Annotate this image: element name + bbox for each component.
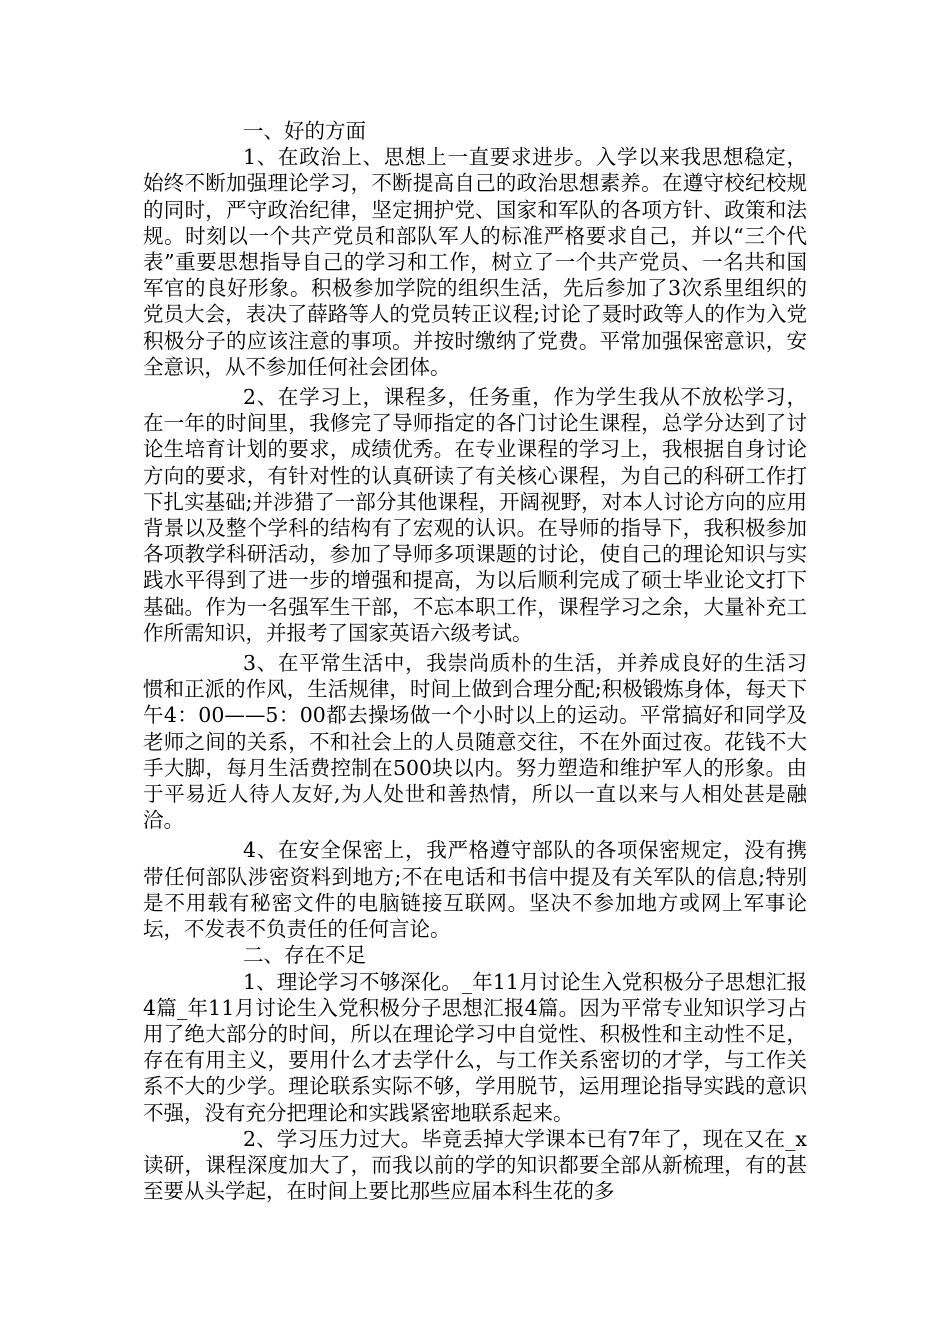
section-heading-good-aspects: 一、好的方面 (243, 119, 366, 143)
paragraph-study-pressure: 2、学习压力过大。毕竟丢掉大学课本已有7年了，现在又在_x读研，课程深度加大了，而我以前的学的知识都要全部从新梳理，有的甚至要从头学起，在时间上要比那些应届本科生花的多 (143, 1126, 807, 1204)
paragraph-political: 1、在政治上、思想上一直要求进步。入学以来我思想稳定，始终不断加强理论学习，不断提高自己的政治思想素养。在遵守校纪校规的同时，严守政治纪律，坚定拥护党、国家和军队的各项方针、政策和法规。时刻以一个共产党员和部队军人的标准严格要求自己，并以“三个代表”重要思想指导自己的学习和工作，树立了一个共产党员、一名共和国军官的良好形象。积极参加学院的组织生活，先后参加了3次系里组织的党员大会，表决了薛路等人的党员转正议程;讨论了聂时政等人的作为入党积极分子的应该注意的事项。并按时缴纳了党费。平常加强保密意识，安全意识，从不参加任何社会团体。 (143, 145, 807, 379)
section-heading-shortcomings: 二、存在不足 (243, 943, 366, 968)
document-body (143, 118, 807, 1204)
paragraph-security: 4、在安全保密上，我严格遵守部队的各项保密规定，没有携带任何部队涉密资料到地方;不在电话和书信中提及有关军队的信息;特别是不用载有秘密文件的电脑链接互联网。坚决不参加地方或网上军事论坛，不发表不负责任的任何言论。 (143, 838, 807, 942)
paragraph-daily-life: 3、在平常生活中，我崇尚质朴的生活，并养成良好的生活习惯和正派的作风，生活规律，时间上做到合理分配;积极锻炼身体，每天下午4：00——5：00都去操场做一个小时以上的运动。平常搞好和同学及老师之间的关系，不和社会上的人员随意交往，不在外面过夜。花钱不大手大脚，每月生活费控制在500块以内。努力塑造和维护军人的形象。由于平易近人待人友好,为人处世和善热情，所以一直以来与人相处甚是融洽。 (143, 651, 807, 833)
paragraph-theory-study: 1、理论学习不够深化。_年11月讨论生入党积极分子思想汇报4篇_年11月讨论生入党积极分子思想汇报4篇。因为平常专业知识学习占用了绝大部分的时间，所以在理论学习中自觉性、积极性和主动性不足，存在有用主义，要用什么才去学什么，与工作关系密切的才学，与工作关系不大的少学。理论联系实际不够，学用脱节，运用理论指导实践的意识不强，没有充分把理论和实践紧密地联系起来。 (143, 969, 807, 1125)
paragraph-study: 2、在学习上，课程多，任务重，作为学生我从不放松学习，在一年的时间里，我修完了导师指定的各门讨论生课程，总学分达到了讨论生培育计划的要求，成绩优秀。在专业课程的学习上，我根据自身讨论方向的要求，有针对性的认真研读了有关核心课程，为自己的科研工作打下扎实基础;并涉猎了一部分其他课程，开阔视野，对本人讨论方向的应用背景以及整个学科的结构有了宏观的认识。在导师的指导下，我积极参加各项教学科研活动，参加了导师多项课题的讨论，使自己的理论知识与实践水平得到了进一步的增强和提高，为以后顺利完成了硕士毕业论文打下基础。作为一名强军生干部，不忘本职工作，课程学习之余，大量补充工作所需知识，并报考了国家英语六级考试。 (143, 385, 807, 645)
